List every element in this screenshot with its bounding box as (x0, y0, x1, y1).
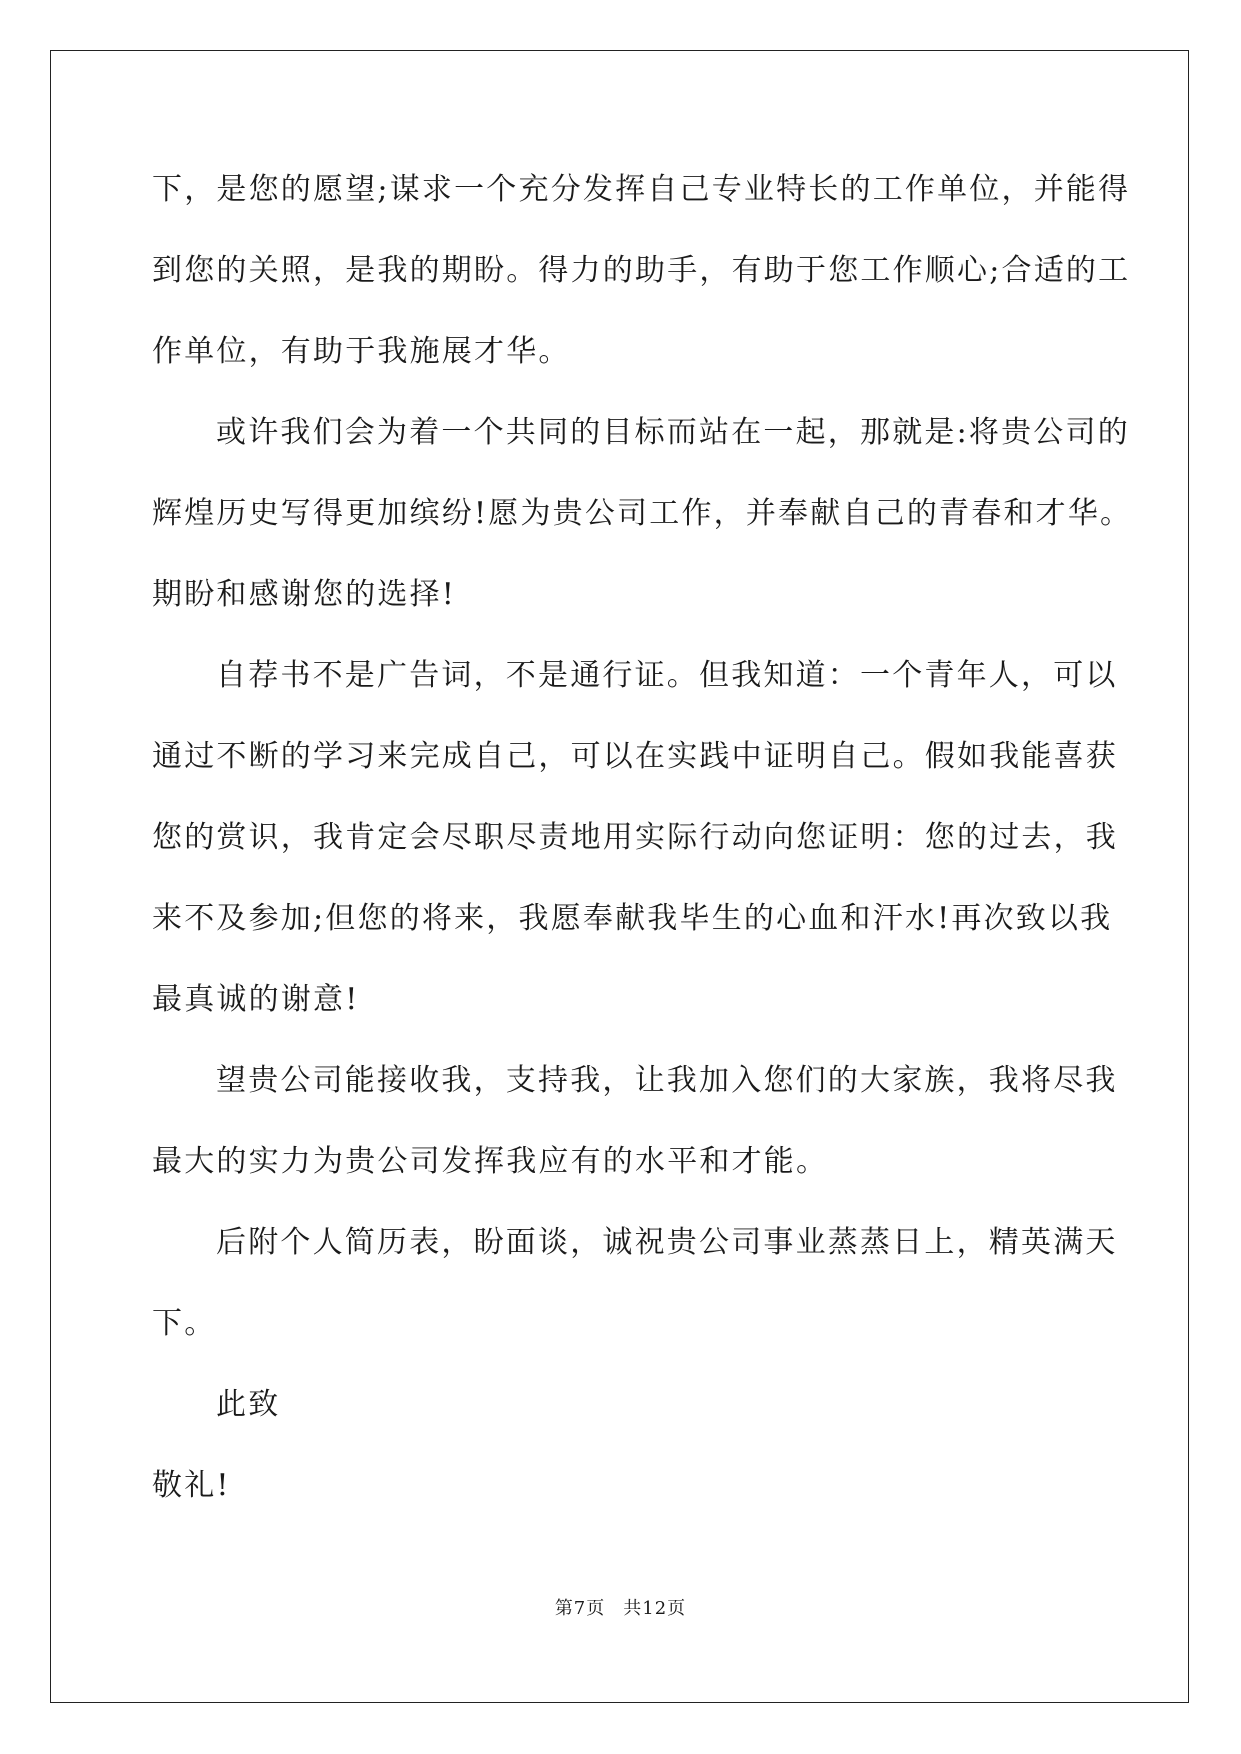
closing-salutation: 此致 (216, 1387, 281, 1422)
body-line: 最真诚的谢意! (152, 982, 360, 1017)
paragraph-start-line: 后附个人简历表，盼面谈，诚祝贵公司事业蒸蒸日上，精英满天 (216, 1225, 1118, 1260)
letter-body (152, 162, 1133, 1539)
body-line: 您的赏识，我肯定会尽职尽责地用实际行动向您证明：您的过去，我 (152, 820, 1118, 855)
page-total: 共12页 (623, 1598, 687, 1619)
body-line: 期盼和感谢您的选择! (152, 577, 457, 612)
page-number: 第7页 (554, 1598, 606, 1619)
paragraph-start-line: 望贵公司能接收我，支持我，让我加入您们的大家族，我将尽我 (216, 1063, 1118, 1098)
body-line: 来不及参加;但您的将来，我愿奉献我毕生的心血和汗水!再次致以我 (152, 901, 1113, 936)
body-line: 最大的实力为贵公司发挥我应有的水平和才能。 (152, 1144, 829, 1179)
paragraph-start-line: 或许我们会为着一个共同的目标而站在一起，那就是:将贵公司的 (216, 415, 1130, 450)
body-line: 到您的关照，是我的期盼。得力的助手，有助于您工作顺心;合适的工 (152, 253, 1131, 288)
body-line: 作单位，有助于我施展才华。 (152, 334, 571, 369)
page-footer (0, 1594, 1241, 1620)
body-line: 辉煌历史写得更加缤纷!愿为贵公司工作，并奉献自己的青春和才华。 (152, 496, 1133, 531)
closing-regards: 敬礼! (152, 1468, 231, 1503)
body-line: 通过不断的学习来完成自己，可以在实践中证明自己。假如我能喜获 (152, 739, 1118, 774)
body-line: 下。 (152, 1306, 217, 1341)
paragraph-start-line: 自荐书不是广告词，不是通行证。但我知道：一个青年人，可以 (216, 658, 1118, 693)
body-line: 下，是您的愿望;谋求一个充分发挥自己专业特长的工作单位，并能得 (152, 172, 1131, 207)
